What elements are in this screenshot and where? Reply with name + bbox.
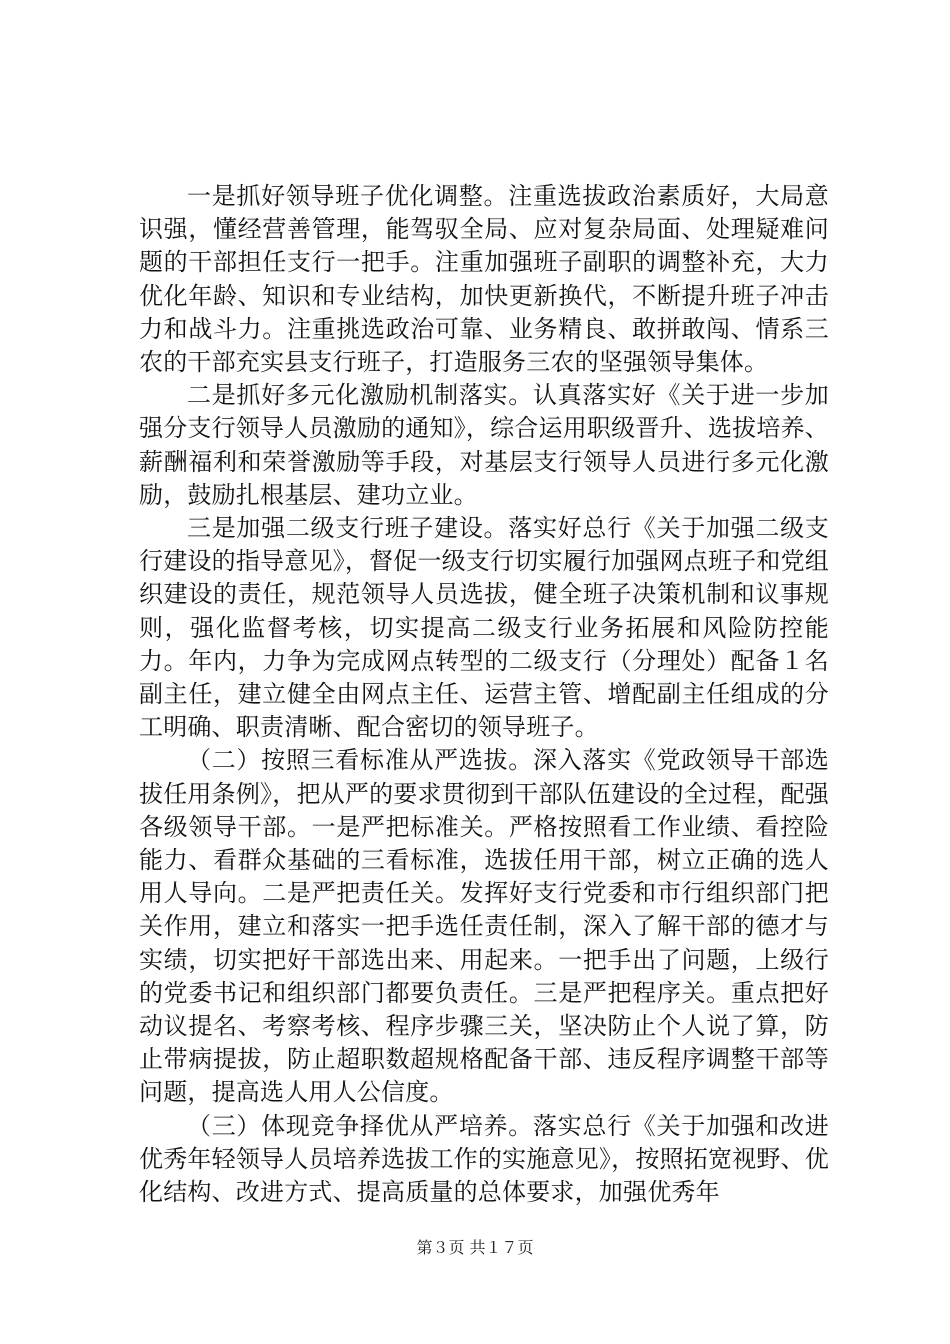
document-body xyxy=(139,180,829,1209)
paragraph-strict-training: （三）体现竞争择优从严培养。落实总行《关于加强和改进优秀年轻领导人员培养选拔工作的实施意见》，按照拓宽视野、优化结构、改进方式、提高质量的总体要求，加强优秀年 xyxy=(139,1111,829,1207)
paragraph-secondary-branch: 三是加强二级支行班子建设。落实好总行《关于加强二级支行建设的指导意见》，督促一级支行切实履行加强网点班子和党组织建设的责任，规范领导人员选拔，健全班子决策机制和议事规则，强化监督考核，切实提高二级支行业务拓展和风险防控能力。年内，力争为完成网点转型的二级支行（分理处）配备１名副主任，建立健全由网点主任、运营主管、增配副主任组成的分工明确、职责清晰、配合密切的领导班子。 xyxy=(139,514,829,742)
page-number-footer: 第３页 共１７页 xyxy=(416,1238,534,1257)
paragraph-leadership-adjustment: 一是抓好领导班子优化调整。注重选拔政治素质好，大局意识强，懂经营善管理，能驾驭全局、应对复杂局面、处理疑难问题的干部担任支行一把手。注重加强班子副职的调整补充，大力优化年龄、知识和专业结构，加快更新换代，不断提升班子冲击力和战斗力。注重挑选政治可靠、业务精良、敢拼敢闯、情系三农的干部充实县支行班子，打造服务三农的坚强领导集体。 xyxy=(139,182,829,377)
paragraph-incentive-mechanism: 二是抓好多元化激励机制落实。认真落实好《关于进一步加强分支行领导人员激励的通知》，综合运用职级晋升、选拔培养、薪酬福利和荣誉激励等手段，对基层支行领导人员进行多元化激励，鼓励扎根基层、建功立业。 xyxy=(139,381,829,509)
paragraph-strict-selection: （二）按照三看标准从严选拔。深入落实《党政领导干部选拔任用条例》，把从严的要求贯彻到干部队伍建设的全过程，配强各级领导干部。一是严把标准关。严格按照看工作业绩、看控险能力、看群众基础的三看标准，选拔任用干部，树立正确的选人用人导向。二是严把责任关。发挥好支行党委和市行组织部门把关作用，建立和落实一把手选任责任制，深入了解干部的德才与实绩，切实把好干部选出来、用起来。一把手出了问题，上级行的党委书记和组织部门都要负责任。三是严把程序关。重点把好动议提名、考察考核、程序步骤三关，坚决防止个人说了算，防止带病提拔，防止超职数超规格配备干部、违反程序调整干部等问题，提高选人用人公信度。 xyxy=(139,746,829,1107)
